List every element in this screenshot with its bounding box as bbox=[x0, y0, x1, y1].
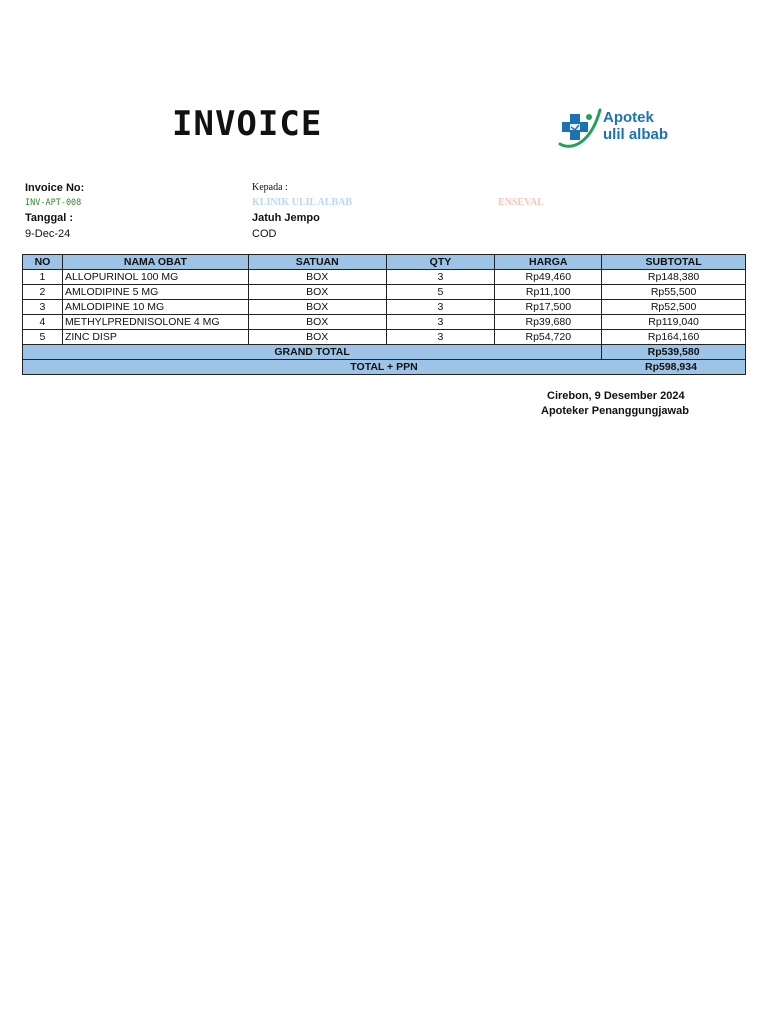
cell-harga: Rp49,460 bbox=[495, 270, 602, 285]
cell-qty: 3 bbox=[386, 330, 495, 345]
grand-total-label: GRAND TOTAL bbox=[23, 345, 602, 360]
logo-line-2: ulil albab bbox=[603, 126, 669, 143]
table-row bbox=[23, 300, 746, 315]
table-row bbox=[23, 285, 746, 300]
cell-no: 1 bbox=[23, 270, 63, 285]
column-header-no: NO bbox=[23, 255, 63, 270]
cell-no: 3 bbox=[23, 300, 63, 315]
cell-no: 2 bbox=[23, 285, 63, 300]
cell-subtotal: Rp52,500 bbox=[602, 300, 746, 315]
cell-harga: Rp39,680 bbox=[495, 315, 602, 330]
cell-qty: 5 bbox=[386, 285, 495, 300]
date-label: Tanggal : bbox=[25, 212, 74, 224]
total-ppn-value: Rp598,934 bbox=[645, 361, 697, 373]
place-date: Cirebon, 9 Desember 2024 bbox=[547, 390, 685, 402]
cell-harga: Rp54,720 bbox=[495, 330, 602, 345]
supplier-name: ENSEVAL bbox=[498, 197, 544, 208]
cell-subtotal: Rp164,160 bbox=[602, 330, 746, 345]
cell-satuan: BOX bbox=[248, 270, 386, 285]
column-header-satuan: SATUAN bbox=[248, 255, 386, 270]
cell-nama-obat: AMLODIPINE 5 MG bbox=[62, 285, 248, 300]
due-value: COD bbox=[252, 228, 277, 240]
invoice-number-label: Invoice No: bbox=[25, 182, 85, 194]
cell-nama-obat: ALLOPURINOL 100 MG bbox=[62, 270, 248, 285]
due-label: Jatuh Jempo bbox=[252, 212, 320, 224]
pharmacy-cross-logo-icon bbox=[556, 106, 602, 150]
date-value: 9-Dec-24 bbox=[25, 228, 71, 240]
table-header-row bbox=[23, 255, 746, 270]
recipient-label: Kepada : bbox=[252, 182, 288, 193]
cell-harga: Rp17,500 bbox=[495, 300, 602, 315]
cell-satuan: BOX bbox=[248, 315, 386, 330]
page-title: INVOICE bbox=[172, 104, 323, 144]
cell-satuan: BOX bbox=[248, 330, 386, 345]
column-header-harga: HARGA bbox=[495, 255, 602, 270]
cell-harga: Rp11,100 bbox=[495, 285, 602, 300]
cell-nama-obat: ZINC DISP bbox=[62, 330, 248, 345]
table-row bbox=[23, 315, 746, 330]
recipient-name: KLINIK ULIL ALBAB bbox=[252, 197, 353, 208]
invoice-number-value: INV-APT-008 bbox=[25, 198, 82, 208]
cell-qty: 3 bbox=[386, 315, 495, 330]
column-header-qty: QTY bbox=[386, 255, 495, 270]
cell-nama-obat: AMLODIPINE 10 MG bbox=[62, 300, 248, 315]
cell-subtotal: Rp148,380 bbox=[602, 270, 746, 285]
cell-nama-obat: METHYLPREDNISOLONE 4 MG bbox=[62, 315, 248, 330]
signer-title: Apoteker Penanggungjawab bbox=[541, 405, 689, 417]
grand-total-row bbox=[23, 345, 746, 360]
total-ppn-label: TOTAL + PPN bbox=[23, 360, 746, 375]
cell-no: 5 bbox=[23, 330, 63, 345]
cell-qty: 3 bbox=[386, 300, 495, 315]
table-row bbox=[23, 270, 746, 285]
cell-satuan: BOX bbox=[248, 285, 386, 300]
logo-line-1: Apotek bbox=[603, 109, 654, 126]
cell-qty: 3 bbox=[386, 270, 495, 285]
cell-satuan: BOX bbox=[248, 300, 386, 315]
total-ppn-row bbox=[23, 360, 746, 375]
cell-no: 4 bbox=[23, 315, 63, 330]
column-header-nama-obat: NAMA OBAT bbox=[62, 255, 248, 270]
cell-subtotal: Rp119,040 bbox=[602, 315, 746, 330]
table-row bbox=[23, 330, 746, 345]
column-header-subtotal: SUBTOTAL bbox=[602, 255, 746, 270]
company-logo bbox=[556, 106, 686, 150]
grand-total-value: Rp539,580 bbox=[602, 345, 746, 360]
cell-subtotal: Rp55,500 bbox=[602, 285, 746, 300]
invoice-items-table bbox=[22, 254, 746, 375]
